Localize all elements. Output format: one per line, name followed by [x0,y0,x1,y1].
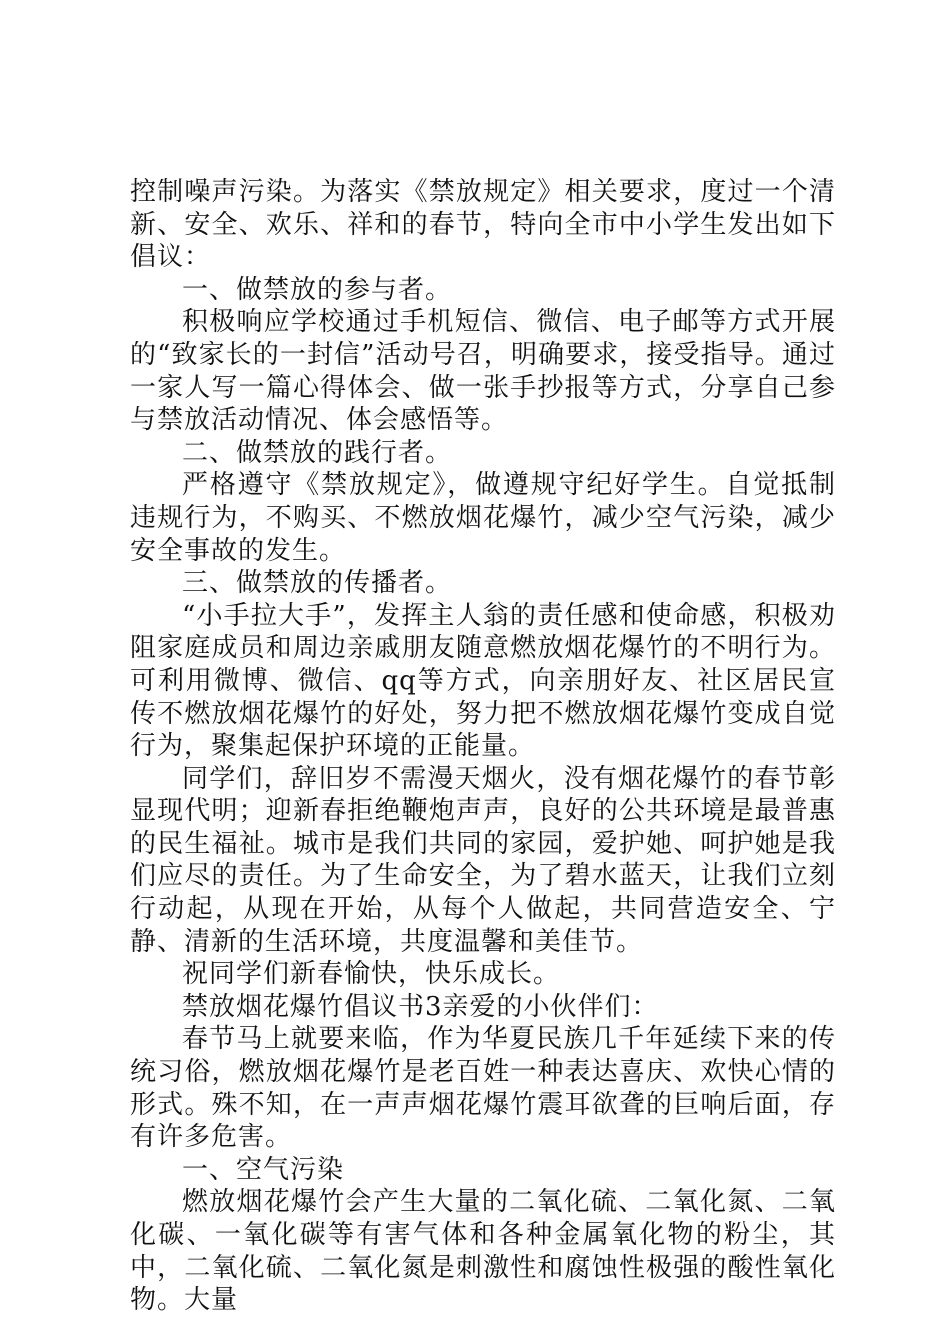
paragraph-closing-appeal: 同学们，辞旧岁不需漫天烟火，没有烟花爆竹的春节彰显现代明；迎新春拒绝鞭炮声声，良好的公共环境是最普惠的民生福祉。城市是我们共同的家园，爱护她、呵护她是我们应尽的责任。为了生命安全，为了碧水蓝天，让我们立刻行动起，从现在开始，从每个人做起，共同营造安全、宁静、清新的生活环境，共度温馨和美佳节。 [130,763,836,957]
paragraph-wishes: 祝同学们新春愉快，快乐成长。 [182,959,561,990]
document-page [130,176,836,1317]
paragraph-intro-continuation: 控制噪声污染。为落实《禁放规定》相关要求，度过一个清新、安全、欢乐、祥和的春节，特向全市中小学生发出如下倡议： [130,177,836,273]
paragraph-participant: 积极响应学校通过手机短信、微信、电子邮等方式开展的“致家长的一封信”活动号召，明确要求，接受指导。通过一家人写一篇心得体会、做一张手抄报等方式，分享自己参与禁放活动情况、体会感悟等。 [130,307,836,436]
heading-air-pollution: 一、空气污染 [182,1154,345,1185]
proposal-3-title-greeting: 禁放烟花爆竹倡议书3亲爱的小伙伴们： [182,991,659,1022]
heading-practitioner: 二、做禁放的践行者。 [182,437,453,468]
paragraph-air-pollution: 燃放烟花爆竹会产生大量的二氧化硫、二氧化氮、二氧化碳、一氧化碳等有害气体和各种金属氧化物的粉尘，其中，二氧化硫、二氧化氮是刺激性和腐蚀性极强的酸性氧化物。大量 [130,1187,836,1316]
paragraph-proposal-3-intro: 春节马上就要来临，作为华夏民族几千年延续下来的传统习俗，燃放烟花爆竹是老百姓一种表达喜庆、欢快心情的形式。殊不知，在一声声烟花爆竹震耳欲聋的巨响后面，存有许多危害。 [130,1024,836,1153]
paragraph-propagator: “小手拉大手”，发挥主人翁的责任感和使命感，积极劝阻家庭成员和周边亲戚朋友随意燃放烟花爆竹的不明行为。可利用微博、微信、qq等方式，向亲朋好友、社区居民宣传不燃放烟花爆竹的好处，努力把不燃放烟花爆竹变成自觉行为，聚集起保护环境的正能量。 [130,600,836,762]
paragraph-practitioner: 严格遵守《禁放规定》，做遵规守纪好学生。自觉抵制违规行为，不购买、不燃放烟花爆竹，减少空气污染，减少安全事故的发生。 [130,470,836,566]
heading-propagator: 三、做禁放的传播者。 [182,568,453,599]
heading-participant: 一、做禁放的参与者。 [182,274,453,305]
